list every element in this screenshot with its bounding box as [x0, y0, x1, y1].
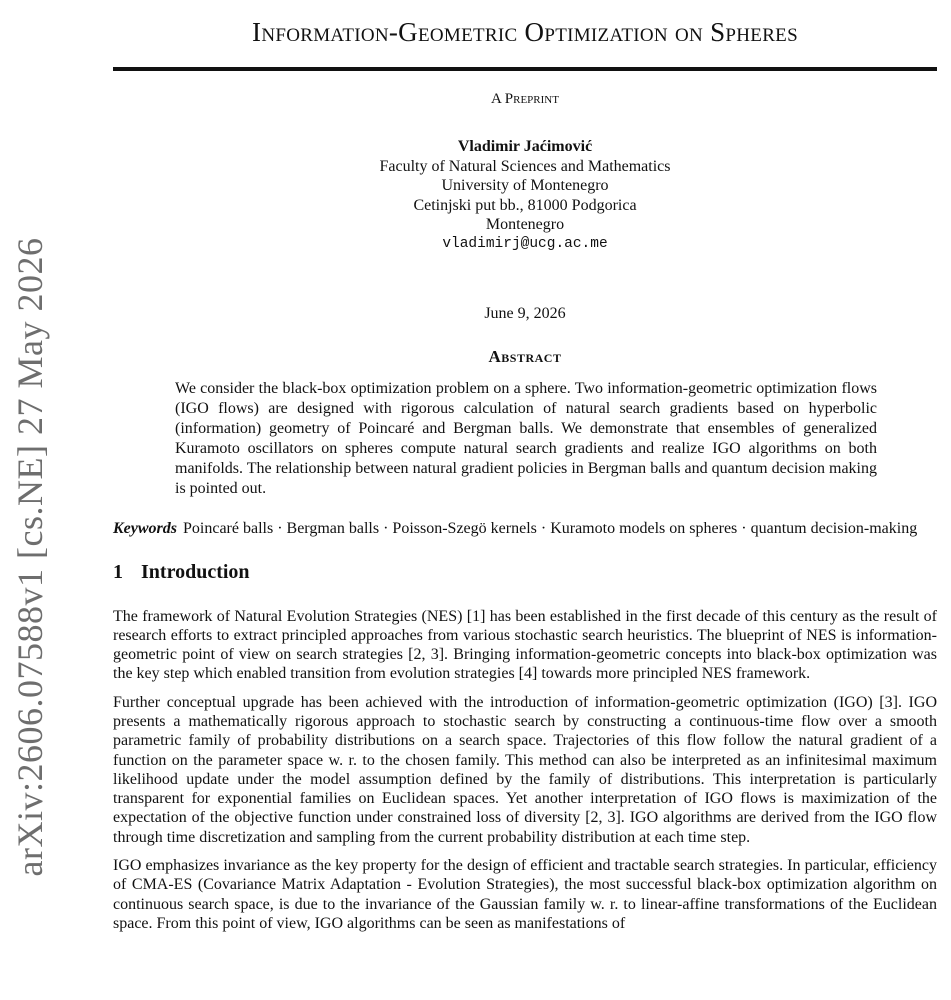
- preprint-label: A Preprint: [491, 91, 559, 107]
- body-paragraph: The framework of Natural Evolution Strategies (NES) [1] has been established in the first decade of this century as the result of research efforts to extract principled approaches from various stochastic search heuristics. The blueprint of NES is information-geometric point of view on search strategies [2, 3]. Bringing information-geometric concepts into black-box optimization was the key step which enabled transition from evolution strategies [4] towards more principled NES framework.: [113, 607, 937, 683]
- body-paragraph: IGO emphasizes invariance as the key property for the design of efficient and tractable search strategies. In particular, efficiency of CMA-ES (Covariance Matrix Adaptation - Evolution Strategies), the most successful black-box optimization algorithm on continuous search space, is due to the invariance of the Gaussian family w. r. to linear-affine transformations of the Euclidean space. From this point of view, IGO algorithms can be seen as manifestations of: [113, 857, 937, 932]
- keywords-text: Poincaré balls · Bergman balls · Poisson-Szegö kernels · Kuramoto models on spheres · quantum decision-making: [183, 520, 918, 537]
- keywords: [113, 519, 937, 539]
- section-heading: [113, 561, 937, 584]
- section-title: Introduction: [141, 560, 250, 583]
- paper-title: Information-Geometric Optimization on Spheres: [252, 17, 798, 47]
- abstract-text: We consider the black-box optimization problem on a sphere. Two information-geometric optimization flows (IGO flows) are designed with rigorous calculation of natural search gradients based on hyperbolic (information) geometry of Poincaré and Bergman balls. We demonstrate that ensembles of generalized Kuramoto oscillators on spheres compute natural search gradients and realize IGO algorithms on both manifolds. The relationship between natural gradient policies in Bergman balls and quantum decision making is pointed out.: [175, 380, 877, 497]
- author-email[interactable]: vladimirj@ucg.ac.me: [442, 235, 608, 252]
- section-number: 1: [113, 560, 123, 583]
- abstract-heading: Abstract: [488, 347, 562, 366]
- paper-page: [113, 0, 937, 933]
- keywords-label: Keywords: [113, 520, 177, 537]
- affiliation-line: Faculty of Natural Sciences and Mathematics: [379, 157, 671, 175]
- affiliation-line: Cetinjski put bb., 81000 Podgorica: [413, 196, 637, 214]
- arxiv-identifier: [12, 232, 48, 882]
- author-block: [113, 137, 937, 254]
- author-name: Vladimir Jaćimović: [457, 138, 593, 155]
- affiliation-line: Montenegro: [485, 216, 565, 233]
- title-rule: [113, 67, 937, 71]
- body-paragraph: Further conceptual upgrade has been achieved with the introduction of information-geometric optimization (IGO) [3]. IGO presents a mathematically rigorous approach to stochastic search by constructing a continuous-time flow over a smooth parametric family of probability distributions on a search space. Trajectories of this flow follow the natural gradient of a function on the parameter space w. r. to the chosen family. This method can also be interpreted as an infinitesimal maximum likelihood update under the model assumption defined by the family of distributions. This interpretation is particularly transparent for exponential families on Euclidean spaces. Yet another interpretation of IGO flows is maximization of the expectation of the objective function under constrained loss of diversity [2, 3]. IGO algorithms are derived from the IGO flow through time discretization and sampling from the current probability distribution at each time step.: [113, 693, 937, 846]
- affiliation-line: University of Montenegro: [441, 177, 609, 194]
- paper-date: June 9, 2026: [484, 305, 566, 322]
- arxiv-identifier-text: arXiv:2606.07588v1 [cs.NE] 27 May 2026: [10, 237, 50, 877]
